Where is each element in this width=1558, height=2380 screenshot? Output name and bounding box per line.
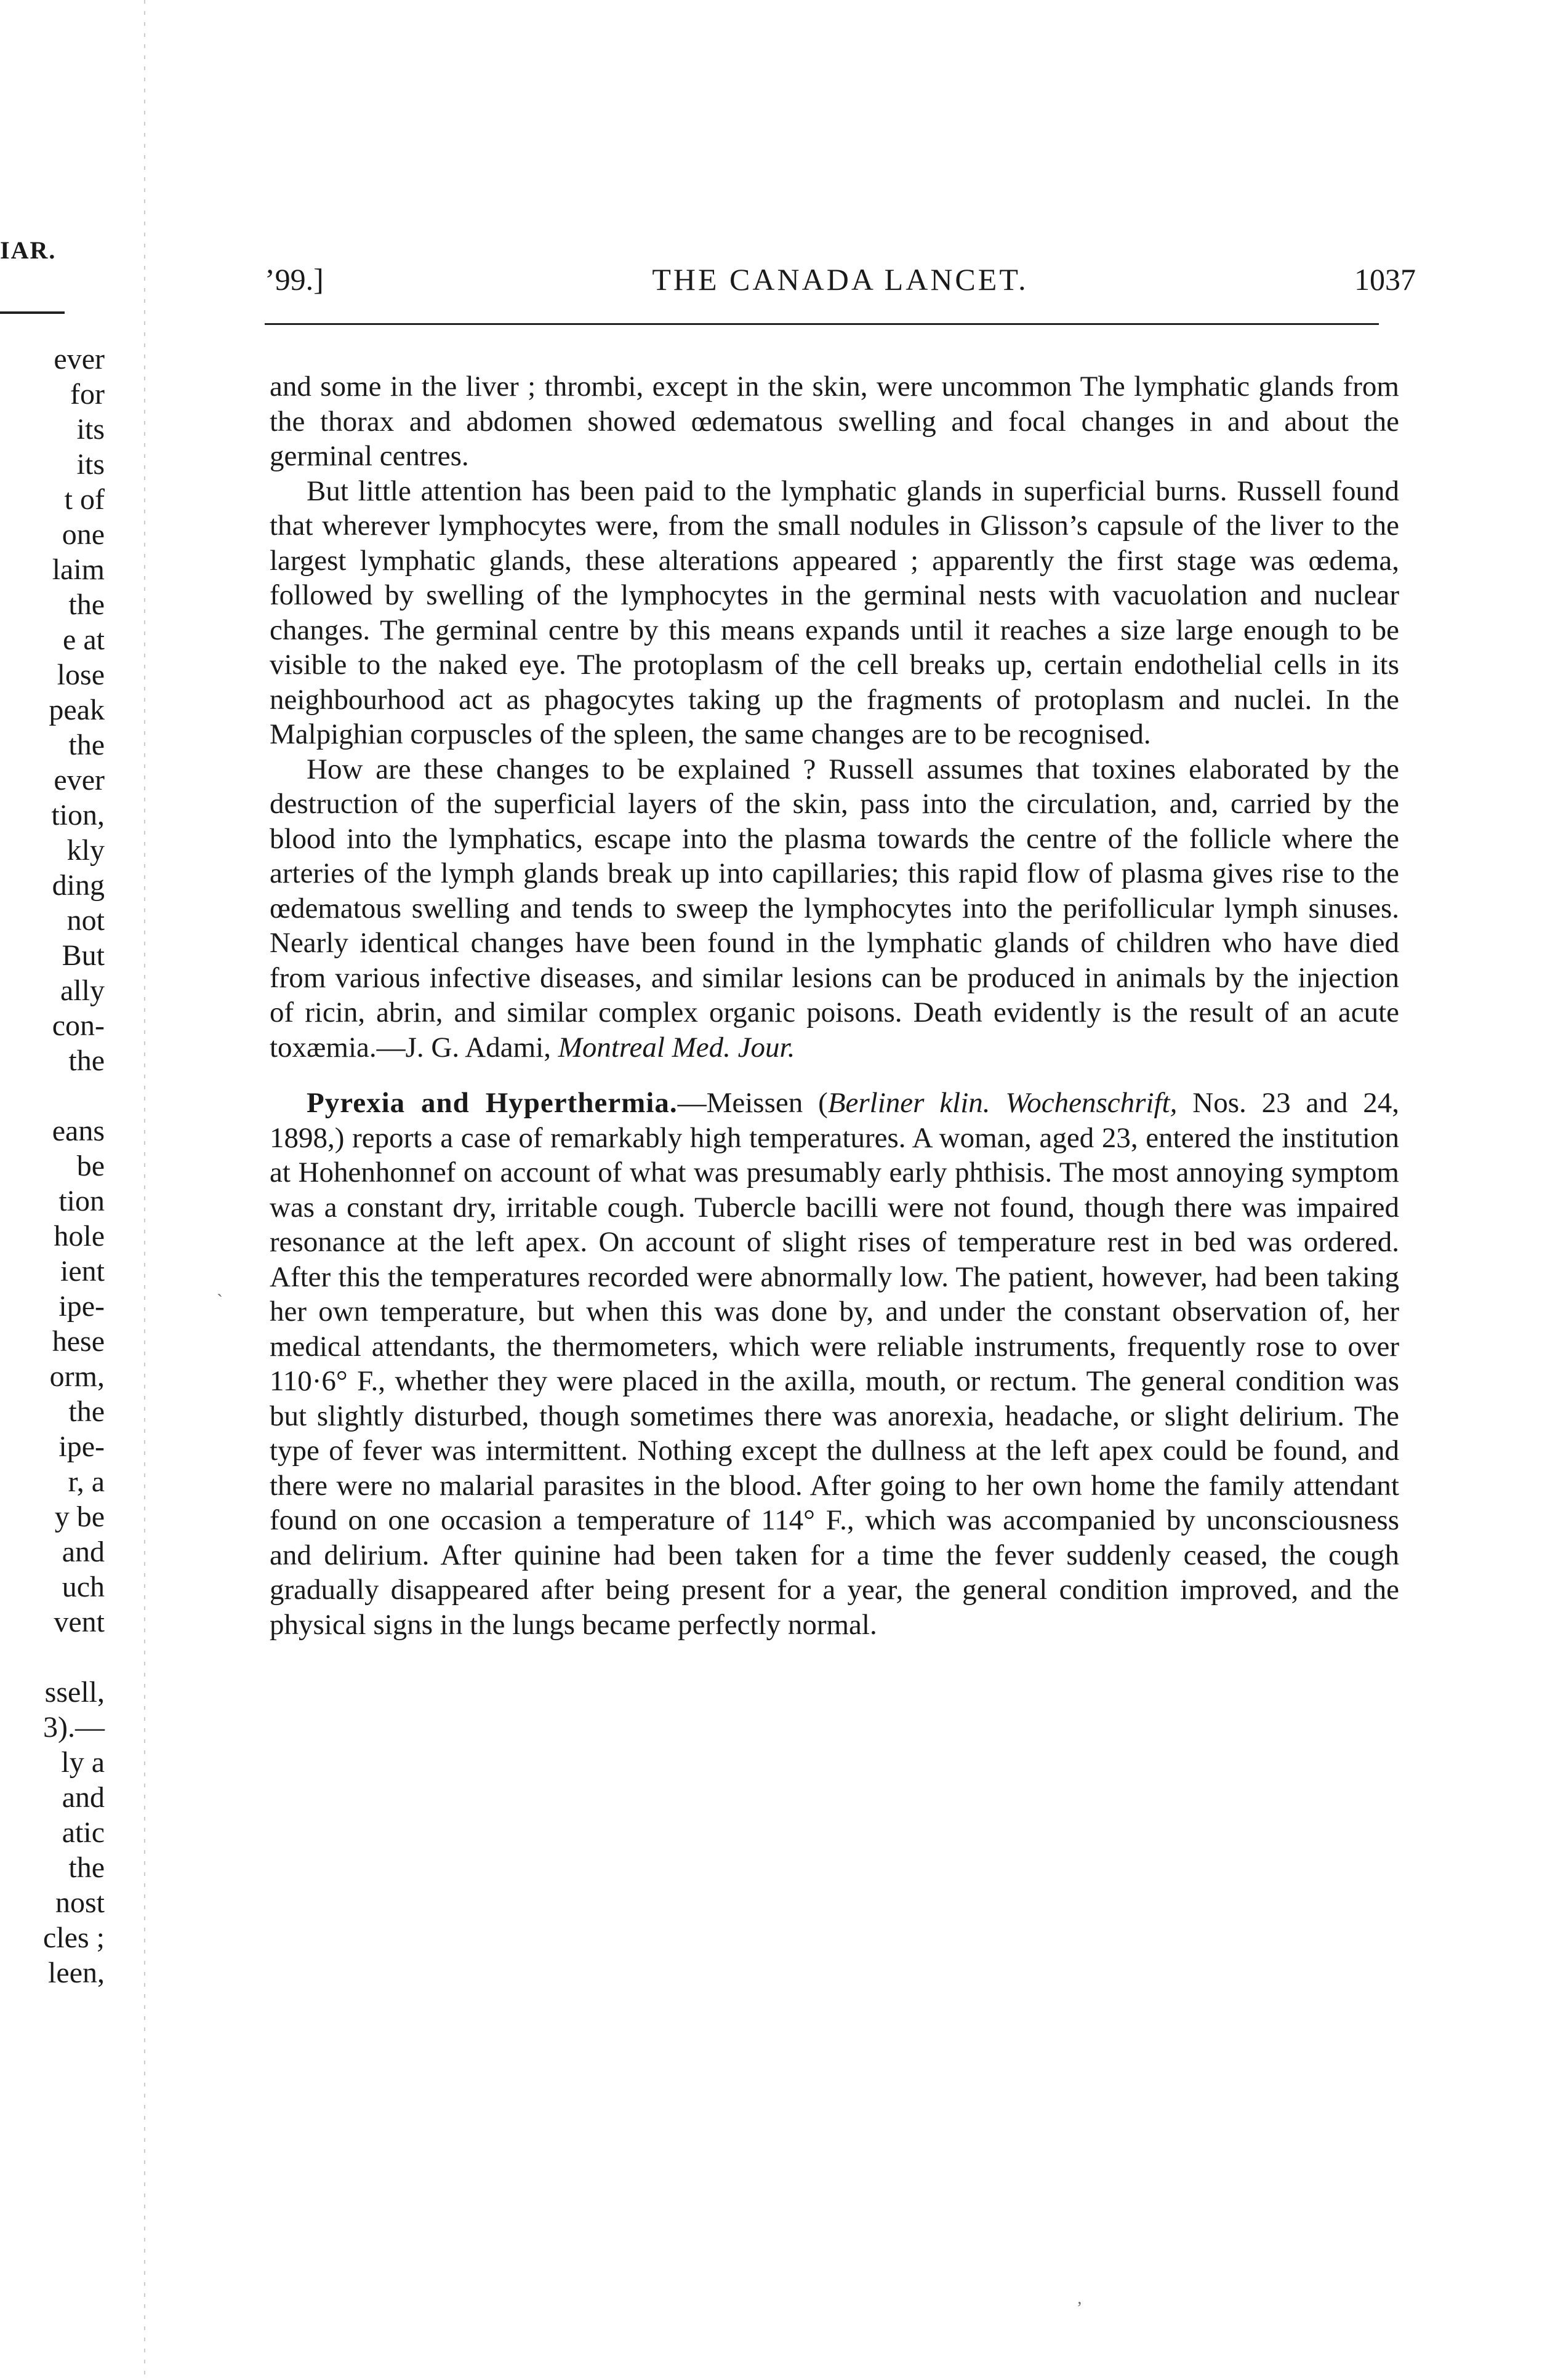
facing-page-line: the [68,588,105,621]
scan-gutter-edge [144,0,145,2380]
facing-page-fragment [0,0,123,2380]
facing-page-line: lose [57,659,105,691]
facing-page-line: ipe- [58,1430,105,1463]
pyrexia-text: Nos. 23 and 24, 1898,) reports a case of remarkably high temperatures. A woman, aged 23, entered the institution at Hohenhonnef on account of what was presumably early phthisis. The most annoying symptom was a constant dry, irritable cough. Tubercle bacilli were not found, though there was impaired resonance at the left apex. On account of slight rises of temperature rest in bed was ordered. After this the temperatures recorded were abnormally low. The patient, however, had been taking her own temperature, but when this was done by, and under the constant observation of, her medical attendants, the thermometers, which were reliable instruments, frequently rose to over 110·6° F., whether they were placed in the axilla, mouth, or rectum. The general condition was but slightly disturbed, though sometimes there was anorexia, headache, or slight delirium. The type of fever was intermittent. Nothing except the dullness at the left apex could be found, and there were no malarial parasites in the blood. After going to her own home the family attendant found on one occasion a temperature of 114° F., which was accompanied by unconsciousness and delirium. After quinine had been taken for a time the fever suddenly ceased, the cough gradually disappeared after being present for a year, the general condition improved, and the physical signs in the lungs became perfectly normal. [270,1087,1400,1641]
journal-citation: Berliner klin. Wochenschrift, [827,1087,1178,1119]
header-rule [265,323,1379,325]
facing-page-header: IAR. [0,236,57,264]
facing-page-line: kly [66,834,105,867]
facing-page-line: orm, [49,1360,105,1393]
facing-page-line: its [76,413,105,446]
facing-page-line: the [68,729,105,761]
facing-page-line: nost [55,1886,105,1919]
facing-page-line: r, a [68,1465,105,1498]
facing-page-line: and [62,1781,105,1814]
facing-page-line: atic [62,1816,105,1849]
facing-page-line: and [62,1536,105,1568]
paragraph-continued: and some in the liver ; thrombi, except in the skin, were uncommon The lymphatic glands from the thorax and abdomen showed œdematous swelling and focal changes in and about the germinal centres. [270,371,1399,472]
explanation-text: How are these changes to be explained ? Russell assumes that toxines elaborated by the destruction of the superficial layers of the skin, pass into the circulation, and, carried by the blood into the lymphatics, escape into the plasma towards the centre of the follicle where the arteries of the lymph glands break up into capillaries; this rapid flow of plasma gives rise to the œdematous swelling and tends to sweep the lymphocytes into the perifollicular lymph sinuses. Nearly identical changes have been found in the lymphatic glands of children who have died from various infective diseases, and similar lesions can be produced in animals by the injection of ricin, abrin, and similar complex organic poisons. Death evidently is the result of an acute toxæmia.—J. G. Adami, [270,753,1399,1064]
facing-page-line: ding [52,869,105,902]
paragraph-explanation [270,752,1399,1065]
facing-page-line: ever [54,764,105,796]
facing-page-line: hese [52,1325,105,1358]
running-head [265,262,1416,305]
facing-page-line: con- [52,1009,105,1042]
facing-page-line: laim [52,553,105,586]
facing-page-line: hole [54,1220,105,1252]
stray-mark: ` [217,1291,223,1311]
paragraph-pyrexia [270,1086,1399,1642]
facing-page-line: be [76,1150,105,1182]
pyrexia-lead: —Meissen ( [677,1087,828,1119]
facing-page-line: its [76,448,105,481]
facing-page-line: peak [49,694,105,726]
paragraph-superficial-burns: But little attention has been paid to the lymphatic glands in superficial burns. Russell found that wherever lymphocytes were, from the small nodules in Glisson’s capsule of the liver to the largest lymphatic glands, these alterations appeared ; apparently the first stage was œdema, followed by swelling of the lymphocytes in the germinal nests with vacuolation and nuclear changes. The germinal centre by this means expands until it reaches a size large enough to be visible to the naked eye. The protoplasm of the cell breaks up, certain endothelial cells in its neighbourhood act as phagocytes taking up the fragments of protoplasm and nuclei. In the Malpighian corpuscles of the spleen, the same changes are to be recognised. [270,475,1399,750]
facing-page-line: y be [54,1501,105,1533]
facing-page-line: ally [60,974,105,1007]
facing-page-line: ever [54,343,105,375]
citation-source: Montreal Med. Jour. [558,1031,795,1064]
facing-page-line: But [62,939,105,972]
facing-page-line: uch [62,1571,105,1603]
section-heading-pyrexia: Pyrexia and Hyperthermia. [307,1087,678,1119]
facing-page-line: for [70,378,105,411]
facing-page-line: the [68,1044,105,1077]
facing-page-line: cles ; [43,1921,105,1954]
facing-page-line: ipe- [58,1290,105,1323]
facing-page-line: t of [64,483,105,516]
facing-page-line: the [68,1395,105,1428]
running-head-year: ’99.] [265,262,324,297]
facing-page-line: one [62,518,105,551]
facing-page-line: the [68,1851,105,1884]
facing-page-line: vent [54,1606,105,1638]
facing-page-rule [0,311,65,314]
facing-page-line: not [66,904,105,937]
stray-mark: ‚ [1077,2289,1083,2308]
facing-page-line: ssell, [44,1676,105,1709]
facing-page-line: 3).— [43,1711,105,1744]
facing-page-line: leen, [48,1957,105,1989]
running-head-title: THE CANADA LANCET. [652,262,1029,297]
facing-page-line: tion, [51,799,105,831]
facing-page-line: ient [60,1255,105,1288]
facing-page-line: e at [63,623,105,656]
article-body [270,369,1399,1642]
page-number: 1037 [1354,262,1416,297]
facing-page-line: eans [52,1115,105,1147]
facing-page-line: tion [58,1185,105,1217]
facing-page-line: ly a [61,1746,105,1779]
